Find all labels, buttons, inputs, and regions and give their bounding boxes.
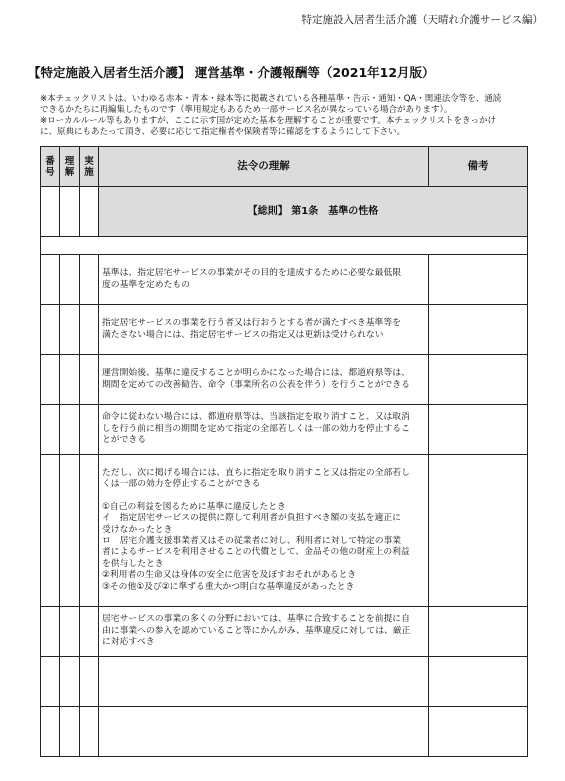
implementation-checkbox[interactable]: [80, 657, 99, 707]
number-cell: [41, 355, 60, 405]
implementation-checkbox[interactable]: [80, 455, 99, 607]
law-cell: 居宅サービスの事業の多くの分野においては、基準に合致することを前提に自 由に事業への参入を認めていること等にかんがみ、基準違反に対しては、厳正 に対応すべき: [99, 607, 429, 657]
number-cell: [41, 707, 60, 757]
section-row: [41, 187, 528, 237]
understanding-checkbox[interactable]: [60, 255, 80, 305]
table-row: [41, 405, 528, 455]
law-cell: 指定居宅サービスの事業を行う者又は行おうとする者が満たすべき基準等を 満たさない場合には、指定居宅サービスの指定又は更新は受けられない: [99, 305, 429, 355]
law-cell: ただし、次に掲げる場合には、直ちに指定を取り消すこと又は指定の全部若し くは一部の効力を停止することができる ①自己の利益を図るために基準に違反したとき イ 指定居宅サービスの提供に際して利用者が負担すべき額の支払を適正に 受けなかったとき ロ 居宅介護支援事業者又はその従業者に対し、利用者に対して特定の事業 者によるサービスを利用させることの代償として、金品その他の財産上の利益 を供与したとき ②利用者の生命又は身体の安全に危害を及ぼすおそれがあるとき ③その他①及び②に準ずる重大かつ明白な基準違反があったとき: [99, 455, 429, 607]
understanding-checkbox[interactable]: [60, 455, 80, 607]
remarks-cell[interactable]: [429, 657, 528, 707]
law-cell: 運営開始後、基準に違反することが明らかになった場合には、都道府県等は、 期間を定めての改善勧告、命令（事業所名の公表を伴う）を行うことができる: [99, 355, 429, 405]
table-row: [41, 255, 528, 305]
law-cell: [99, 707, 429, 757]
page-title: 【特定施設入居者生活介護】 運営基準・介護報酬等（2021年12月版）: [28, 65, 435, 80]
number-cell: [41, 305, 60, 355]
understanding-checkbox[interactable]: [60, 707, 80, 757]
note-line: ※本チェックリストは、いわゆる赤本・青本・緑本等に掲載されている各種基準・告示・通知・QA・関連法令等を、通読: [40, 94, 502, 104]
table-row: [41, 355, 528, 405]
column-header-number: 番 号: [41, 147, 60, 187]
notes: [40, 94, 545, 138]
table-row: [41, 305, 528, 355]
law-cell: [99, 657, 429, 707]
implementation-checkbox[interactable]: [80, 607, 99, 657]
table-row: [41, 455, 528, 607]
remarks-cell[interactable]: [429, 305, 528, 355]
remarks-cell[interactable]: [429, 355, 528, 405]
implementation-checkbox[interactable]: [80, 405, 99, 455]
implementation-checkbox[interactable]: [80, 305, 99, 355]
column-header-remarks: 備考: [429, 147, 528, 187]
understanding-checkbox[interactable]: [60, 305, 80, 355]
column-header-implementation: 実 施: [80, 147, 99, 187]
number-cell: [41, 455, 60, 607]
law-cell: 命令に従わない場合には、都道府県等は、当該指定を取り消すこと、又は取消 しを行う前に相当の期間を定めて指定の全部若しくは一部の効力を停止するこ とができる: [99, 405, 429, 455]
remarks-cell[interactable]: [429, 607, 528, 657]
implementation-checkbox[interactable]: [80, 707, 99, 757]
number-cell: [41, 255, 60, 305]
understanding-checkbox[interactable]: [60, 657, 80, 707]
column-header-law: 法令の理解: [99, 147, 429, 187]
note-line: ※ローカルルール等もありますが、ここに示す国が定めた基本を理解することが重要です。本チェックリストをきっかけ: [40, 116, 496, 126]
implementation-checkbox[interactable]: [80, 355, 99, 405]
number-cell: [41, 657, 60, 707]
column-header-understanding: 理 解: [60, 147, 80, 187]
note-line: できるかたちに再編集したものです（準用規定もあるため一部サービス名が異なっている場合があります）。: [40, 105, 453, 115]
implementation-checkbox[interactable]: [80, 255, 99, 305]
remarks-cell[interactable]: [429, 405, 528, 455]
law-cell: 基準は、指定居宅サービスの事業がその目的を達成するために必要な最低限 度の基準を定めたもの: [99, 255, 429, 305]
table-row: [41, 607, 528, 657]
remarks-cell[interactable]: [429, 707, 528, 757]
checklist-table: [40, 146, 528, 757]
remarks-cell[interactable]: [429, 255, 528, 305]
table-row: [41, 707, 528, 757]
table-header-row: [41, 147, 528, 187]
understanding-checkbox[interactable]: [60, 355, 80, 405]
number-cell: [41, 607, 60, 657]
remarks-cell[interactable]: [429, 455, 528, 607]
understanding-checkbox[interactable]: [60, 607, 80, 657]
table-row: [41, 657, 528, 707]
document-category: 特定施設入居者生活介護（天晴れ介護サービス編）: [301, 14, 543, 26]
understanding-checkbox[interactable]: [60, 405, 80, 455]
note-line: に、原典にもあたって頂き、必要に応じて指定権者や保険者等に確認をするようにして下さい。: [40, 127, 406, 137]
number-cell: [41, 405, 60, 455]
section-title: 【総則】 第1条 基準の性格: [99, 187, 528, 237]
